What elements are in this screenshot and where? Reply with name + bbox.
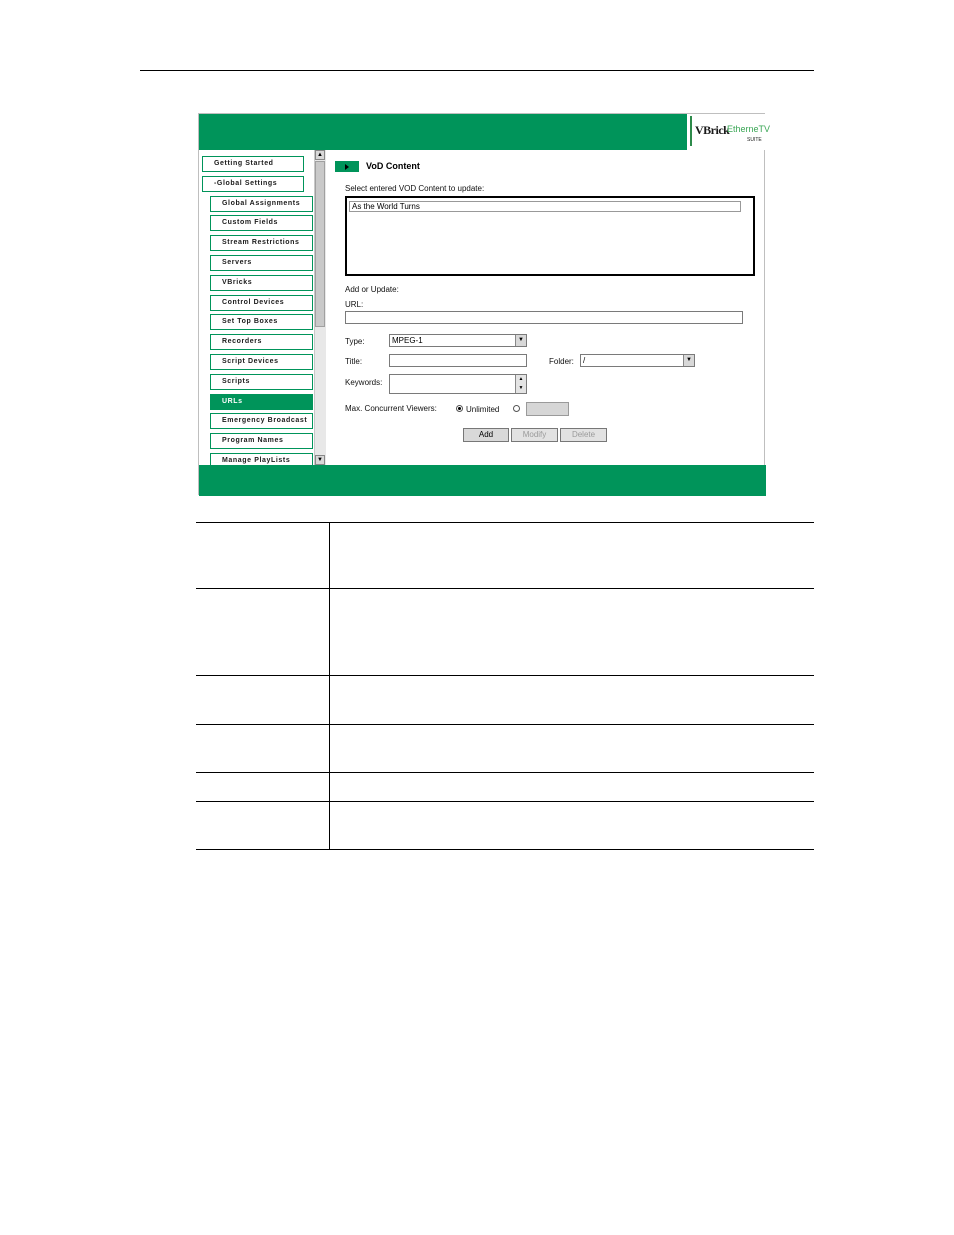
unlimited-radio[interactable] (456, 405, 463, 412)
table-cell (196, 523, 329, 589)
table-cell (329, 725, 814, 773)
type-label: Type: (345, 337, 365, 346)
list-item[interactable]: As the World Turns (349, 201, 741, 212)
table-cell (196, 725, 329, 773)
sidebar-item[interactable]: Script Devices (210, 354, 313, 370)
folder-select[interactable] (580, 354, 695, 367)
app-footer-bar (199, 465, 766, 496)
type-select[interactable] (389, 334, 527, 347)
main-panel (327, 150, 766, 465)
title-input[interactable] (389, 354, 527, 367)
sidebar-item[interactable]: Recorders (210, 334, 313, 350)
table-cell (196, 589, 329, 676)
logo-suite-text: SUITE (747, 137, 762, 143)
table-row (196, 773, 814, 802)
table-row (196, 589, 814, 676)
folder-label: Folder: (549, 357, 574, 366)
max-viewers-input[interactable] (526, 402, 569, 416)
type-select-value: MPEG-1 (392, 336, 423, 345)
sidebar-item[interactable]: Servers (210, 255, 313, 271)
table-row (196, 676, 814, 725)
title-label: Title: (345, 357, 363, 366)
sidebar-item[interactable]: Emergency Broadcast (210, 413, 313, 429)
sidebar-item[interactable]: -Global Settings (202, 176, 304, 192)
table-row (196, 725, 814, 773)
folder-select-value: / (583, 356, 586, 365)
table-cell (329, 802, 814, 850)
modify-button[interactable]: Modify (511, 428, 558, 442)
sidebar-item[interactable]: Global Assignments (210, 196, 313, 212)
section-arrow-icon (335, 161, 359, 172)
keywords-textarea[interactable] (389, 374, 527, 394)
sidebar-item[interactable]: Stream Restrictions (210, 235, 313, 251)
page-header-rule (140, 70, 814, 71)
sidebar-item[interactable]: Scripts (210, 374, 313, 390)
sidebar-item[interactable]: Getting Started (202, 156, 304, 172)
url-label: URL: (345, 300, 364, 309)
section-title: VoD Content (366, 161, 420, 171)
sidebar-nav (199, 150, 326, 465)
vod-content-listbox[interactable] (345, 196, 755, 276)
keywords-scroll-arrows-icon[interactable]: ▲ ▼ (515, 375, 526, 393)
unlimited-label: Unlimited (466, 405, 500, 414)
max-viewers-label: Max. Concurrent Viewers: (345, 404, 437, 413)
chevron-down-icon[interactable]: ▼ (683, 355, 694, 366)
table-cell (329, 523, 814, 589)
vbrick-app-window (198, 113, 771, 495)
table-cell (329, 676, 814, 725)
table-row (196, 802, 814, 850)
table-cell (196, 773, 329, 802)
table-row (196, 523, 814, 589)
sidebar-item[interactable]: Control Devices (210, 295, 313, 311)
delete-button[interactable]: Delete (560, 428, 607, 442)
add-update-label: Add or Update: (345, 285, 399, 294)
sidebar-item[interactable]: Program Names (210, 433, 313, 449)
logo-product-text: EtherneTV (727, 124, 771, 134)
select-content-label: Select entered VOD Content to update: (345, 184, 485, 193)
vbrick-logo (687, 114, 771, 150)
scroll-down-arrow-icon[interactable]: ▼ (315, 455, 325, 465)
table-cell (329, 773, 814, 802)
url-input[interactable] (345, 311, 743, 324)
sidebar-item[interactable]: VBricks (210, 275, 313, 291)
keywords-label: Keywords: (345, 378, 383, 387)
table-cell (329, 589, 814, 676)
limited-radio[interactable] (513, 405, 520, 412)
scroll-thumb[interactable] (315, 161, 325, 327)
scroll-up-arrow-icon[interactable]: ▲ (315, 150, 325, 160)
sidebar-item[interactable]: Custom Fields (210, 215, 313, 231)
sidebar-scrollbar[interactable] (314, 150, 326, 465)
app-header-bar (199, 114, 771, 150)
logo-brand-text: VBrick (695, 123, 730, 137)
description-table (196, 522, 814, 850)
table-cell (196, 676, 329, 725)
sidebar-item[interactable]: URLs (210, 394, 313, 410)
table-cell (196, 802, 329, 850)
sidebar-item[interactable]: Set Top Boxes (210, 314, 313, 330)
add-button[interactable]: Add (463, 428, 509, 442)
chevron-down-icon[interactable]: ▼ (515, 335, 526, 346)
sidebar-item[interactable]: Manage PlayLists (210, 453, 313, 469)
